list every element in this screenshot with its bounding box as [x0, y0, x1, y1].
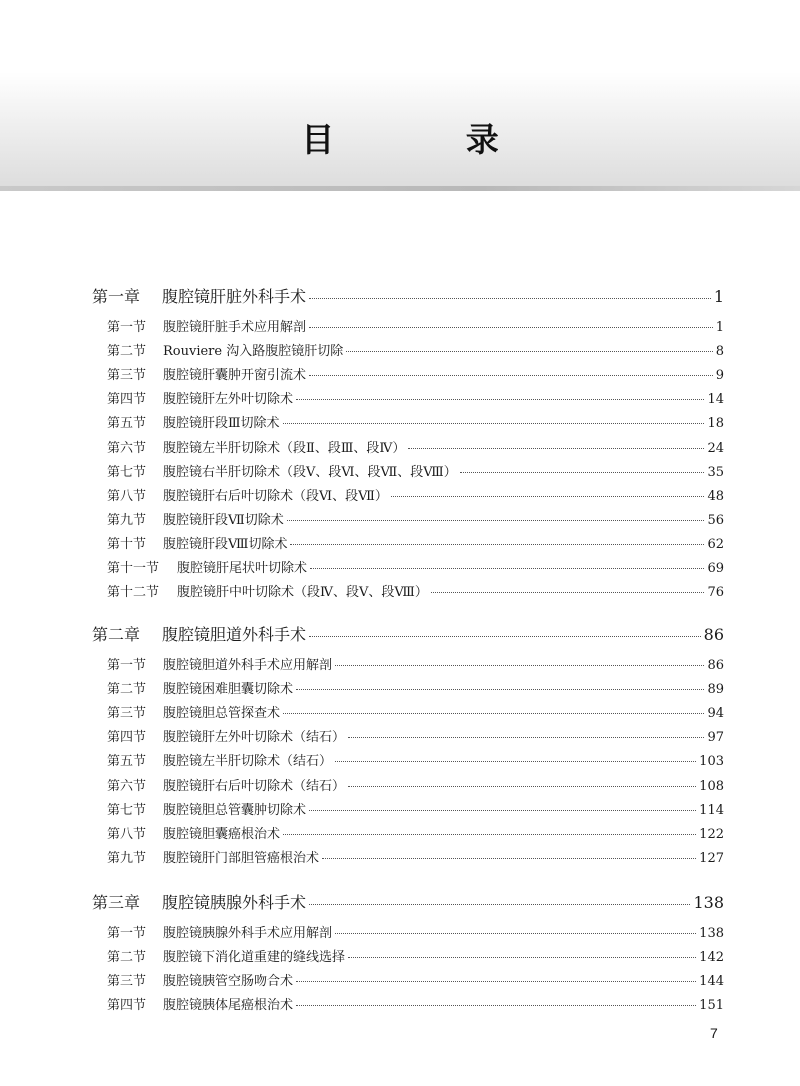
- chapter-page: 86: [703, 625, 724, 644]
- section-page: 62: [707, 536, 724, 552]
- section-page: 108: [699, 778, 724, 794]
- section-entry: [107, 581, 724, 600]
- section-entry: [107, 823, 724, 842]
- dot-leader: [310, 568, 704, 569]
- section-label: 第一节: [107, 320, 147, 335]
- section-page: 35: [707, 464, 724, 480]
- section-title: Rouviere 沟入路腹腔镜肝切除: [163, 344, 344, 360]
- section-page: 89: [707, 682, 724, 698]
- section-title: 腹腔镜肝右后叶切除术（段Ⅵ、段Ⅶ）: [163, 488, 388, 504]
- section-entry: [107, 316, 724, 335]
- section-label: 第二节: [107, 344, 147, 360]
- section-page: 14: [707, 392, 724, 408]
- dot-leader: [335, 665, 704, 666]
- section-entry: [107, 922, 724, 941]
- section-page: 9: [715, 368, 724, 384]
- section-entry: [107, 437, 724, 456]
- section-page: 8: [715, 344, 724, 360]
- section-title: 腹腔镜右半肝切除术（段Ⅴ、段Ⅵ、段Ⅶ、段Ⅷ）: [163, 464, 457, 480]
- chapter-label: 第二章: [92, 625, 141, 644]
- dot-leader: [290, 544, 704, 545]
- dot-leader: [348, 957, 696, 958]
- section-entry: [107, 726, 724, 745]
- section-entry: [107, 994, 724, 1013]
- section-title: 腹腔镜胆总管囊肿切除术: [163, 802, 307, 818]
- dot-leader: [283, 713, 704, 714]
- section-label: 第九节: [107, 512, 147, 528]
- section-entry: [107, 485, 724, 504]
- section-label: 第八节: [107, 488, 147, 504]
- section-label: 第三节: [107, 706, 147, 722]
- section-entry: [107, 340, 724, 359]
- section-label: 第六节: [107, 440, 147, 456]
- dot-leader: [296, 689, 704, 690]
- section-title: 腹腔镜胆囊癌根治术: [163, 826, 281, 842]
- section-page: 122: [699, 826, 724, 842]
- section-label: 第六节: [107, 778, 147, 794]
- section-page: 144: [699, 974, 724, 990]
- section-label: 第九节: [107, 850, 147, 866]
- section-page: 18: [707, 416, 724, 432]
- section-title: 腹腔镜肝门部胆管癌根治术: [163, 850, 320, 866]
- dot-leader: [283, 834, 696, 835]
- section-title: 腹腔镜肝段Ⅲ切除术: [163, 416, 280, 432]
- section-label: 第八节: [107, 826, 147, 842]
- chapter-title: 腹腔镜胰腺外科手术: [162, 893, 307, 912]
- section-label: 第十二节: [107, 585, 160, 601]
- chapter-entry: [92, 890, 724, 913]
- section-entry: [107, 847, 724, 866]
- page-number: 7: [710, 1025, 718, 1041]
- dot-leader: [460, 472, 705, 473]
- section-entry: [107, 702, 724, 721]
- section-label: 第七节: [107, 802, 147, 818]
- dot-leader: [391, 496, 705, 497]
- section-page: 56: [707, 512, 724, 528]
- section-entry: [107, 750, 724, 769]
- section-entry: [107, 799, 724, 818]
- dot-leader: [296, 981, 696, 982]
- dot-leader: [283, 423, 705, 424]
- section-entry: [107, 946, 724, 965]
- dot-leader: [309, 904, 690, 905]
- section-title: 腹腔镜肝囊肿开窗引流术: [163, 368, 307, 384]
- section-label: 第七节: [107, 464, 147, 480]
- section-entry: [107, 388, 724, 407]
- section-page: 138: [699, 926, 724, 941]
- chapter-entry: [92, 622, 724, 645]
- section-entry: [107, 775, 724, 794]
- section-title: 腹腔镜胰管空肠吻合术: [163, 974, 294, 990]
- section-title: 腹腔镜胰腺外科手术应用解剖: [163, 926, 333, 941]
- dot-leader: [309, 298, 711, 299]
- section-entry: [107, 970, 724, 989]
- section-label: 第四节: [107, 392, 147, 408]
- chapter-label: 第一章: [92, 287, 141, 306]
- section-page: 94: [707, 706, 724, 722]
- dot-leader: [431, 592, 705, 593]
- section-title: 腹腔镜胆道外科手术应用解剖: [163, 658, 333, 673]
- section-title: 腹腔镜困难胆囊切除术: [163, 682, 294, 698]
- section-page: 151: [699, 998, 724, 1014]
- dot-leader: [296, 1005, 696, 1006]
- dot-leader: [322, 858, 696, 859]
- section-title: 腹腔镜肝脏手术应用解剖: [163, 320, 307, 335]
- section-entry: [107, 461, 724, 480]
- section-title: 腹腔镜胰体尾癌根治术: [163, 998, 294, 1014]
- section-page: 48: [707, 488, 724, 504]
- section-label: 第十节: [107, 536, 147, 552]
- section-entry: [107, 509, 724, 528]
- dot-leader: [348, 737, 704, 738]
- chapter-page: 138: [693, 893, 724, 912]
- section-title: 腹腔镜肝段Ⅶ切除术: [163, 512, 284, 528]
- dot-leader: [287, 520, 705, 521]
- dot-leader: [408, 448, 704, 449]
- section-entry: [107, 654, 724, 673]
- section-label: 第十一节: [107, 561, 160, 576]
- page-title: 目 录: [301, 120, 559, 159]
- section-title: 腹腔镜下消化道重建的缝线选择: [163, 950, 346, 966]
- dot-leader: [309, 810, 696, 811]
- section-title: 腹腔镜肝段Ⅷ切除术: [163, 536, 288, 552]
- chapter-title: 腹腔镜胆道外科手术: [162, 625, 307, 644]
- section-page: 142: [699, 950, 724, 966]
- section-page: 103: [699, 754, 724, 770]
- section-label: 第一节: [107, 658, 147, 673]
- section-entry: [107, 557, 724, 576]
- section-label: 第一节: [107, 926, 147, 941]
- dot-leader: [309, 636, 701, 637]
- section-title: 腹腔镜肝中叶切除术（段Ⅳ、段Ⅴ、段Ⅷ）: [177, 585, 428, 601]
- section-label: 第五节: [107, 416, 147, 432]
- section-page: 86: [707, 658, 724, 673]
- chapter-page: 1: [713, 287, 724, 306]
- chapter-entry: [92, 284, 724, 307]
- section-title: 腹腔镜肝尾状叶切除术: [177, 561, 308, 576]
- section-page: 114: [699, 802, 724, 818]
- dot-leader: [348, 786, 696, 787]
- dot-leader: [296, 399, 704, 400]
- section-title: 腹腔镜肝左外叶切除术（结石）: [163, 730, 346, 746]
- section-page: 76: [707, 585, 724, 601]
- dot-leader: [335, 761, 696, 762]
- section-label: 第四节: [107, 730, 147, 746]
- section-title: 腹腔镜肝左外叶切除术: [163, 392, 294, 408]
- section-label: 第二节: [107, 682, 147, 698]
- section-page: 127: [699, 850, 724, 866]
- section-title: 腹腔镜左半肝切除术（段Ⅱ、段Ⅲ、段Ⅳ）: [163, 440, 406, 456]
- section-title: 腹腔镜胆总管探查术: [163, 706, 281, 722]
- section-title: 腹腔镜左半肝切除术（结石）: [163, 754, 333, 770]
- chapter-title: 腹腔镜肝脏外科手术: [162, 287, 307, 306]
- section-label: 第二节: [107, 950, 147, 966]
- section-page: 69: [707, 561, 724, 576]
- section-entry: [107, 364, 724, 383]
- section-entry: [107, 412, 724, 431]
- section-entry: [107, 533, 724, 552]
- chapter-label: 第三章: [92, 893, 141, 912]
- section-page: 24: [707, 440, 724, 456]
- dot-leader: [346, 351, 712, 352]
- dot-leader: [309, 375, 713, 376]
- section-entry: [107, 678, 724, 697]
- section-page: 1: [715, 320, 724, 335]
- section-label: 第四节: [107, 998, 147, 1014]
- dot-leader: [335, 933, 696, 934]
- section-page: 97: [707, 730, 724, 746]
- section-label: 第五节: [107, 754, 147, 770]
- section-label: 第三节: [107, 974, 147, 990]
- dot-leader: [309, 327, 713, 328]
- section-title: 腹腔镜肝右后叶切除术（结石）: [163, 778, 346, 794]
- section-label: 第三节: [107, 368, 147, 384]
